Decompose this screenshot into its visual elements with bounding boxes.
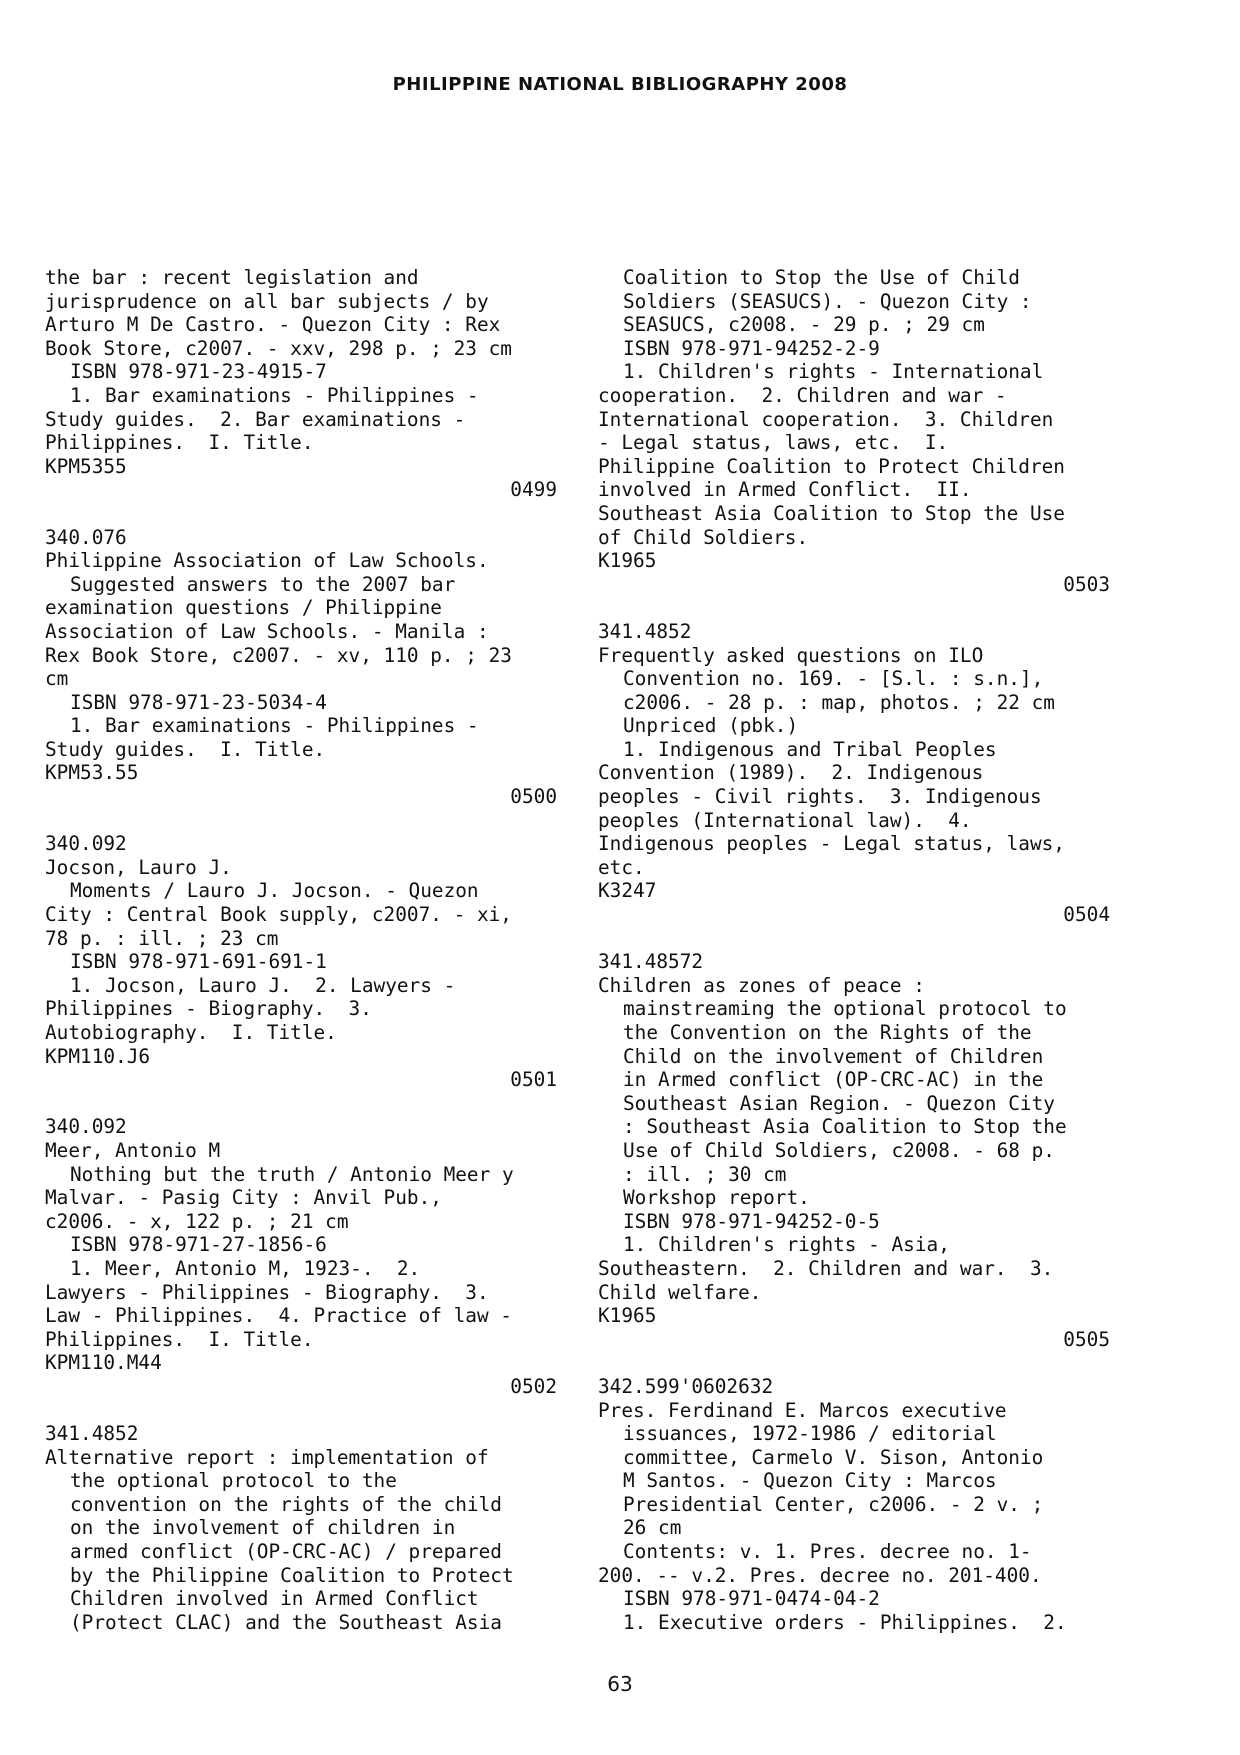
- text-line: 1. Executive orders - Philippines. 2.: [623, 1610, 1067, 1634]
- text-line: Malvar. - Pasig City : Anvil Pub.,: [45, 1186, 442, 1210]
- text-line: etc.: [598, 855, 645, 879]
- text-line: c2006. - x, 122 p. ; 21 cm: [45, 1209, 349, 1233]
- entry-number: 0505: [1063, 1327, 1110, 1351]
- text-line: Convention (1989). 2. Indigenous: [598, 761, 984, 785]
- text-line: peoples (International law). 4.: [598, 808, 972, 832]
- text-line: Rex Book Store, c2007. - xv, 110 p. ; 23: [45, 643, 512, 667]
- text-line: Children as zones of peace :: [598, 973, 925, 997]
- text-line: 340.092: [45, 832, 127, 856]
- text-line: K1965: [598, 549, 657, 573]
- text-line: Children involved in Armed Conflict: [70, 1587, 479, 1611]
- text-line: Unpriced (pbk.): [623, 714, 799, 738]
- text-line: convention on the rights of the child: [70, 1492, 502, 1516]
- text-line: the Convention on the Rights of the: [623, 1021, 1032, 1044]
- text-line: jurisprudence on all bar subjects / by: [45, 289, 489, 313]
- text-line: 342.599'0602632: [598, 1374, 774, 1398]
- text-line: : Southeast Asia Coalition to Stop the: [623, 1115, 1067, 1139]
- entry-spacer: [598, 596, 1110, 620]
- text-line: Lawyers - Philippines - Biography. 3.: [45, 1280, 489, 1304]
- text-line: of Child Soldiers.: [598, 525, 809, 549]
- text-line: cm: [45, 667, 69, 691]
- text-line: by the Philippine Coalition to Protect: [70, 1563, 514, 1587]
- entry-number: 0504: [1063, 903, 1110, 927]
- text-line: 341.4852: [45, 1422, 139, 1446]
- text-line: peoples - Civil rights. 3. Indigenous: [598, 785, 1042, 809]
- page-header: PHILIPPINE NATIONAL BIBLIOGRAPHY 2008: [392, 74, 848, 95]
- text-line: KPM5355: [45, 454, 127, 478]
- text-line: Jocson, Lauro J.: [45, 855, 232, 879]
- text-line: ISBN 978-971-0474-04-2: [623, 1587, 880, 1611]
- text-line: 1. Children's rights - Asia,: [623, 1233, 950, 1257]
- left-column: [45, 266, 557, 1634]
- text-line: ISBN 978-971-94252-0-5: [623, 1209, 880, 1233]
- text-line: Nothing but the truth / Antonio Meer y: [70, 1162, 514, 1186]
- text-line: Southeastern. 2. Children and war. 3.: [598, 1256, 1054, 1280]
- text-line: ISBN 978-971-23-5034-4: [70, 690, 327, 714]
- page-number: 63: [607, 1672, 633, 1696]
- text-line: ISBN 978-971-23-4915-7: [70, 360, 327, 384]
- text-line: committee, Carmelo V. Sison, Antonio: [623, 1445, 1044, 1469]
- entry-spacer: [45, 502, 557, 526]
- text-line: K3247: [598, 879, 657, 903]
- text-line: ISBN 978-971-27-1856-6: [70, 1233, 327, 1257]
- text-line: 340.092: [45, 1115, 127, 1139]
- text-line: Philippines - Biography. 3.: [45, 997, 372, 1021]
- text-line: 340.076: [45, 525, 127, 549]
- text-line: Study guides. I. Title.: [45, 737, 326, 761]
- text-line: 1. Bar examinations - Philippines -: [70, 383, 479, 407]
- text-line: Philippines. I. Title.: [45, 431, 314, 455]
- text-line: Southeast Asia Coalition to Stop the Use: [598, 501, 1065, 525]
- entry-number: 0501: [510, 1068, 557, 1092]
- text-line: Convention no. 169. - [S.l. : s.n.],: [623, 667, 1044, 691]
- text-line: 1. Children's rights - International: [623, 360, 1044, 384]
- text-line: 78 p. : ill. ; 23 cm: [45, 926, 279, 950]
- entry-number: 0503: [1063, 572, 1110, 596]
- text-line: Association of Law Schools. - Manila :: [45, 619, 489, 643]
- text-line: Workshop report.: [623, 1186, 810, 1210]
- text-line: ISBN 978-971-691-691-1: [70, 950, 327, 974]
- text-line: 1. Meer, Antonio M, 1923-. 2.: [70, 1256, 421, 1280]
- text-line: Soldiers (SEASUCS). - Quezon City :: [623, 289, 1032, 313]
- text-line: (Protect CLAC) and the Southeast Asia: [70, 1610, 502, 1634]
- text-line: Child welfare.: [598, 1280, 762, 1304]
- text-line: ISBN 978-971-94252-2-9: [623, 336, 880, 360]
- text-line: the bar : recent legislation and: [45, 266, 419, 289]
- entry-number: 0499: [510, 478, 557, 502]
- entry-spacer: [598, 927, 1110, 951]
- text-line: Arturo M De Castro. - Quezon City : Rex: [45, 313, 501, 337]
- text-line: Presidential Center, c2006. - 2 v. ;: [623, 1492, 1044, 1516]
- text-line: issuances, 1972-1986 / editorial: [623, 1422, 997, 1446]
- text-line: M Santos. - Quezon City : Marcos: [623, 1469, 997, 1493]
- text-line: : ill. ; 30 cm: [623, 1162, 787, 1186]
- text-line: 26 cm: [623, 1516, 682, 1540]
- text-line: Alternative report : implementation of: [45, 1445, 489, 1469]
- text-line: Use of Child Soldiers, c2008. - 68 p.: [623, 1138, 1055, 1162]
- text-line: 1. Indigenous and Tribal Peoples: [623, 737, 997, 761]
- text-line: Moments / Lauro J. Jocson. - Quezon: [70, 879, 479, 903]
- text-line: Philippine Coalition to Protect Children: [598, 454, 1065, 478]
- text-line: Contents: v. 1. Pres. decree no. 1-: [623, 1540, 1032, 1564]
- text-line: cooperation. 2. Children and war -: [598, 383, 1007, 407]
- text-line: Suggested answers to the 2007 bar: [70, 572, 456, 596]
- text-line: the optional protocol to the: [70, 1469, 397, 1493]
- text-line: KPM110.M44: [45, 1351, 162, 1375]
- text-line: 341.48572: [598, 950, 704, 974]
- text-line: K1965: [598, 1304, 657, 1328]
- text-line: Pres. Ferdinand E. Marcos executive: [598, 1398, 1007, 1422]
- text-line: c2006. - 28 p. : map, photos. ; 22 cm: [623, 690, 1055, 714]
- entry-number: 0502: [510, 1374, 557, 1398]
- text-line: examination questions / Philippine: [45, 596, 442, 620]
- entry-spacer: [45, 1399, 557, 1423]
- text-line: - Legal status, laws, etc. I.: [598, 431, 949, 455]
- text-line: Philippines. I. Title.: [45, 1327, 314, 1351]
- text-line: 341.4852: [598, 619, 692, 643]
- text-line: 1. Jocson, Lauro J. 2. Lawyers -: [70, 973, 456, 997]
- text-line: SEASUCS, c2008. - 29 p. ; 29 cm: [623, 313, 985, 337]
- text-line: on the involvement of children in: [70, 1516, 456, 1540]
- entry-spacer: [598, 1351, 1110, 1375]
- text-line: mainstreaming the optional protocol to: [623, 997, 1067, 1021]
- text-line: Frequently asked questions on ILO: [598, 643, 984, 667]
- text-line: KPM110.J6: [45, 1044, 151, 1068]
- text-line: Southeast Asian Region. - Quezon City: [623, 1091, 1055, 1115]
- text-line: International cooperation. 3. Children: [598, 407, 1054, 431]
- text-line: Indigenous peoples - Legal status, laws,: [598, 832, 1065, 856]
- text-line: Autobiography. I. Title.: [45, 1021, 337, 1044]
- text-line: Meer, Antonio M: [45, 1138, 221, 1162]
- text-line: 200. -- v.2. Pres. decree no. 201-400.: [598, 1563, 1042, 1587]
- text-line: in Armed conflict (OP-CRC-AC) in the: [623, 1068, 1044, 1092]
- text-line: Book Store, c2007. - xxv, 298 p. ; 23 cm: [45, 336, 512, 360]
- text-line: armed conflict (OP-CRC-AC) / prepared: [70, 1540, 502, 1564]
- text-line: Child on the involvement of Children: [623, 1044, 1044, 1068]
- text-line: City : Central Book supply, c2007. - xi,: [45, 903, 512, 927]
- text-line: KPM53.55: [45, 761, 139, 785]
- text-line: Philippine Association of Law Schools.: [45, 549, 489, 573]
- text-line: Coalition to Stop the Use of Child: [623, 266, 1020, 289]
- text-line: Law - Philippines. 4. Practice of law -: [45, 1304, 512, 1328]
- text-line: Study guides. 2. Bar examinations -: [45, 407, 466, 431]
- entry-spacer: [45, 809, 557, 833]
- right-column: [598, 266, 1110, 1634]
- entry-number: 0500: [510, 785, 557, 809]
- text-line: 1. Bar examinations - Philippines -: [70, 714, 479, 738]
- text-line: involved in Armed Conflict. II.: [598, 478, 972, 502]
- entry-spacer: [45, 1092, 557, 1116]
